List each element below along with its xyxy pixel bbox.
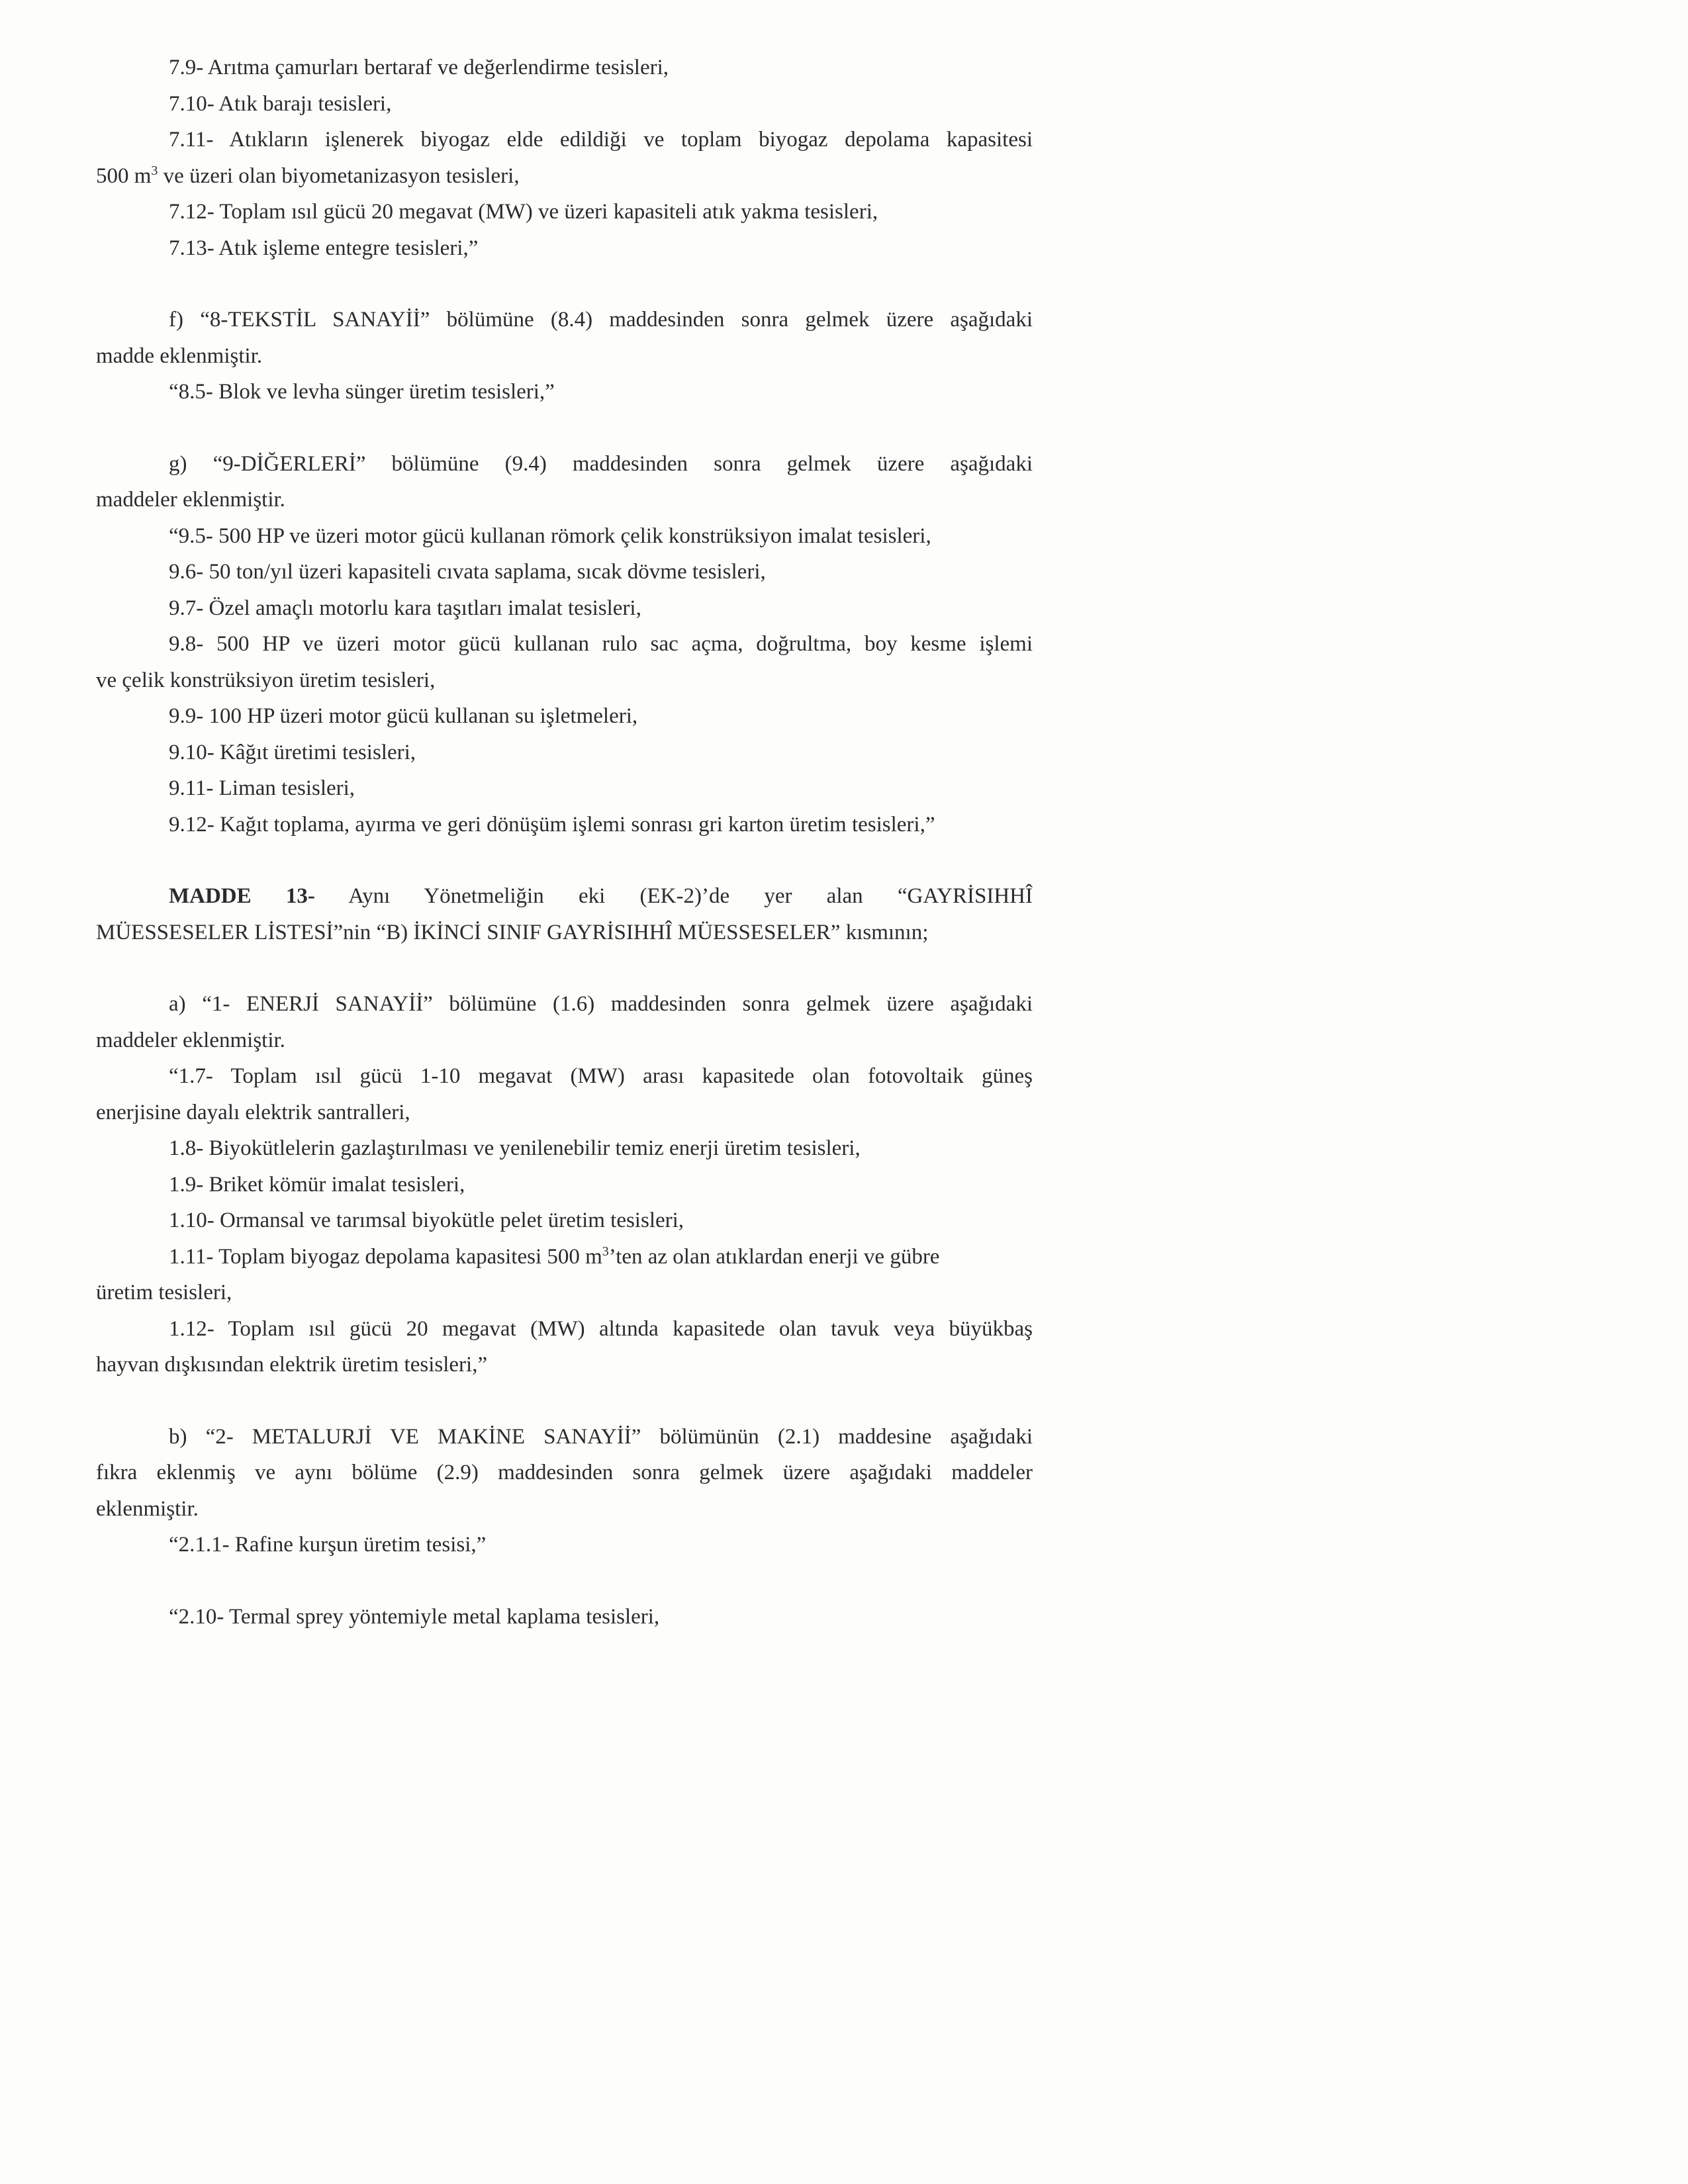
paragraph-f-line2: madde eklenmiştir. — [96, 343, 263, 368]
volume-text: 500 m — [96, 163, 152, 188]
superscript-3: 3 — [151, 163, 158, 178]
item-7-11-line1: 7.11- Atıkların işlenerek biyogaz elde edildiği ve toplam biyogaz depolama kapasitesi — [169, 128, 1033, 152]
item-9-8-line2: ve çelik konstrüksiyon üretim tesisleri, — [96, 668, 436, 692]
item-2-1-1: “2.1.1- Rafine kurşun üretim tesisi,” — [169, 1533, 487, 1557]
item-9-8-line1: 9.8- 500 HP ve üzeri motor gücü kullanan rulo sac açma, doğrultma, boy kesme işlemi — [169, 632, 1033, 656]
item-7-12: 7.12- Toplam ısıl gücü 20 megavat (MW) ve üzeri kapasiteli atık yakma tesisleri, — [169, 200, 878, 224]
spacer — [96, 266, 1033, 302]
item-9-5: “9.5- 500 HP ve üzeri motor gücü kullanan römork çelik konstrüksiyon imalat tesisleri, — [169, 523, 931, 548]
paragraph-b-line1: b) “2- METALURJİ VE MAKİNE SANAYİİ” bölümünün (2.1) maddesine aşağıdaki — [169, 1424, 1033, 1449]
item-9-9: 9.9- 100 HP üzeri motor gücü kullanan su işletmeleri, — [169, 704, 638, 728]
item-9-7: 9.7- Özel amaçlı motorlu kara taşıtları imalat tesisleri, — [169, 596, 641, 620]
item-1-8: 1.8- Biyokütlelerin gazlaştırılması ve yenilenebilir temiz enerji üretim tesisleri, — [169, 1136, 861, 1160]
document-page — [96, 50, 1033, 1635]
item-1-12-line1: 1.12- Toplam ısıl gücü 20 megavat (MW) altında kapasitede olan tavuk veya büyükbaş — [169, 1316, 1033, 1341]
item-7-10: 7.10- Atık barajı tesisleri, — [169, 91, 392, 116]
item-9-6: 9.6- 50 ton/yıl üzeri kapasiteli cıvata saplama, sıcak dövme tesisleri, — [169, 560, 766, 584]
paragraph-g-line1: g) “9-DİĞERLERİ” bölümüne (9.4) maddesinden sonra gelmek üzere aşağıdaki — [169, 451, 1033, 476]
paragraph-b-line2: fıkra eklenmiş ve aynı bölüme (2.9) maddesinden sonra gelmek üzere aşağıdaki maddeler — [96, 1461, 1033, 1484]
spacer — [96, 1563, 1033, 1599]
item-1-7-line1: “1.7- Toplam ısıl gücü 1-10 megavat (MW) arası kapasitede olan fotovoltaik güneş — [169, 1064, 1033, 1088]
paragraph-a-line2: maddeler eklenmiştir. — [96, 1028, 285, 1052]
item-1-10: 1.10- Ormansal ve tarımsal biyokütle pelet üretim tesisleri, — [169, 1208, 684, 1232]
item-8-5: “8.5- Blok ve levha sünger üretim tesisleri,” — [169, 380, 555, 404]
item-1-7-line2: enerjisine dayalı elektrik santralleri, — [96, 1100, 410, 1124]
paragraph-a-line1: a) “1- ENERJİ SANAYİİ” bölümüne (1.6) maddesinden sonra gelmek üzere aşağıdaki — [169, 992, 1033, 1016]
paragraph-g-line2: maddeler eklenmiştir. — [96, 488, 285, 512]
spacer — [96, 950, 1033, 986]
spacer — [96, 1383, 1033, 1419]
superscript-3: 3 — [602, 1244, 609, 1259]
item-7-9: 7.9- Arıtma çamurları bertaraf ve değerlendirme tesisleri, — [169, 56, 669, 79]
article-13-line2: MÜESSESELER LİSTESİ”nin “B) İKİNCİ SINIF GAYRİSIHHÎ MÜESSESELER” kısmının; — [96, 920, 929, 944]
item-7-11-line2 — [96, 158, 1033, 195]
item-1-12-line2: hayvan dışkısından elektrik üretim tesisleri,” — [96, 1353, 488, 1377]
item-1-11-rest: ’ten az olan atıklardan enerji ve gübre — [608, 1244, 940, 1269]
item-1-9: 1.9- Briket kömür imalat tesisleri, — [169, 1172, 465, 1197]
paragraph-f-line1: f) “8-TEKSTİL SANAYİİ” bölümüne (8.4) maddesinden sonra gelmek üzere aşağıdaki — [169, 308, 1033, 332]
article-13-line1 — [96, 878, 1033, 915]
item-2-10: “2.10- Termal sprey yöntemiyle metal kaplama tesisleri, — [169, 1604, 660, 1629]
item-9-11: 9.11- Liman tesisleri, — [169, 776, 355, 800]
item-1-11-line1 — [96, 1239, 1033, 1275]
item-7-11-rest: ve üzeri olan biyometanizasyon tesisleri, — [158, 163, 520, 188]
article-13-text: Aynı Yönetmeliğin eki (EK-2)’de yer alan “GAYRİSIHHÎ — [314, 884, 1033, 908]
item-9-12: 9.12- Kağıt toplama, ayırma ve geri dönüşüm işlemi sonrası gri karton üretim tesisleri,” — [169, 812, 935, 837]
item-9-10: 9.10- Kâğıt üretimi tesisleri, — [169, 740, 416, 764]
spacer — [96, 410, 1033, 446]
item-1-11-text: 1.11- Toplam biyogaz depolama kapasitesi 500 m — [169, 1244, 602, 1269]
paragraph-b-line3: eklenmiştir. — [96, 1496, 199, 1521]
item-7-13: 7.13- Atık işleme entegre tesisleri,” — [169, 236, 479, 260]
article-13-heading: MADDE 13- — [169, 884, 315, 908]
spacer — [96, 842, 1033, 878]
item-1-11-line2: üretim tesisleri, — [96, 1281, 232, 1304]
